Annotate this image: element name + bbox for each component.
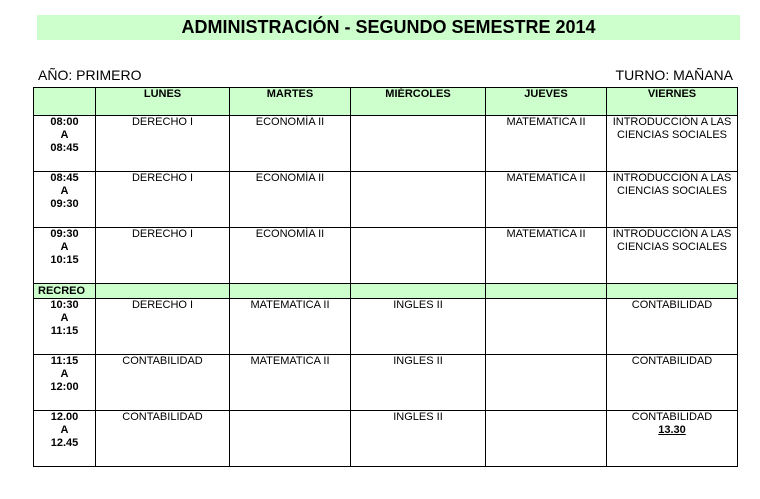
class-cell <box>230 228 351 284</box>
subject-name: INGLES II <box>393 299 443 311</box>
time-slot <box>34 228 96 284</box>
subject-name: MATEMATICA II <box>506 172 586 184</box>
class-cell <box>230 299 351 355</box>
subject-name: ECONOMÍA II <box>255 172 325 184</box>
time-part: 10:15 <box>50 254 79 266</box>
class-cell <box>486 172 607 228</box>
subject-name: CONTABILIDAD <box>122 355 203 367</box>
subject-name: MATEMATICA II <box>250 355 330 367</box>
time-part: A <box>60 185 69 197</box>
class-cell <box>351 355 486 411</box>
subject-name: INGLES II <box>393 355 443 367</box>
class-cell <box>96 299 230 355</box>
class-cell <box>96 116 230 172</box>
class-cell <box>230 411 351 467</box>
subject-name: MATEMATICA II <box>506 228 586 240</box>
subject-name: DERECHO I <box>131 172 194 184</box>
page-title: ADMINISTRACIÓN - SEGUNDO SEMESTRE 2014 <box>37 15 740 40</box>
subject-name: INTRODUCCIÓN A LAS CIENCIAS SOCIALES <box>612 228 732 253</box>
subject-name: DERECHO I <box>131 228 194 240</box>
class-cell <box>486 228 607 284</box>
class-cell <box>607 228 738 284</box>
schedule-table <box>33 87 738 467</box>
class-cell <box>351 172 486 228</box>
time-part: 12.45 <box>50 437 79 449</box>
recess-label: RECREO <box>34 284 96 299</box>
class-cell <box>230 172 351 228</box>
recess-cell <box>607 284 738 299</box>
class-cell <box>351 411 486 467</box>
schedule-row <box>34 299 738 355</box>
class-cell <box>96 355 230 411</box>
time-part: A <box>60 129 69 141</box>
class-cell <box>486 299 607 355</box>
schedule-row <box>34 116 738 172</box>
class-cell <box>486 116 607 172</box>
time-part: 12:00 <box>50 381 79 393</box>
day-header: VIERNES <box>607 88 738 116</box>
recess-cell <box>486 284 607 299</box>
subject-name: CONTABILIDAD <box>631 411 713 423</box>
time-part: 10:30 <box>50 299 79 311</box>
class-cell <box>607 411 738 467</box>
subject-name: INTRODUCCIÓN A LAS CIENCIAS SOCIALES <box>612 172 732 197</box>
class-cell <box>96 172 230 228</box>
class-cell <box>230 355 351 411</box>
time-part: 11:15 <box>50 325 79 337</box>
class-cell <box>486 411 607 467</box>
time-part: 12.00 <box>50 411 79 423</box>
subject-name: MATEMATICA II <box>506 116 586 128</box>
day-header: MIÉRCOLES <box>351 88 486 116</box>
subject-name: DERECHO I <box>131 116 194 128</box>
time-part: 09:30 <box>50 228 79 240</box>
header-row <box>34 88 738 116</box>
subject-name: MATEMATICA II <box>250 299 330 311</box>
class-cell <box>230 116 351 172</box>
day-header: LUNES <box>96 88 230 116</box>
class-cell <box>351 299 486 355</box>
recess-cell <box>96 284 230 299</box>
subject-name: CONTABILIDAD <box>631 355 713 367</box>
time-part: A <box>60 312 69 324</box>
time-slot <box>34 116 96 172</box>
header-corner <box>34 88 96 116</box>
recess-row <box>34 284 738 299</box>
year-label: AÑO: PRIMERO <box>38 67 142 83</box>
schedule-row <box>34 228 738 284</box>
day-header: JUEVES <box>486 88 607 116</box>
subject-name: INTRODUCCIÓN A LAS CIENCIAS SOCIALES <box>612 116 732 141</box>
time-part: A <box>60 368 69 380</box>
schedule-row <box>34 411 738 467</box>
time-part: A <box>60 424 69 436</box>
time-part: 08:45 <box>50 172 79 184</box>
subject-name: ECONOMÍA II <box>255 116 325 128</box>
class-cell <box>486 355 607 411</box>
schedule-row <box>34 355 738 411</box>
class-cell <box>351 116 486 172</box>
time-part: 08:00 <box>50 116 79 128</box>
subject-name: ECONOMÍA II <box>255 228 325 240</box>
class-cell <box>607 355 738 411</box>
time-part: 11:15 <box>50 355 79 367</box>
class-cell <box>96 411 230 467</box>
day-header: MARTES <box>230 88 351 116</box>
recess-cell <box>351 284 486 299</box>
time-slot <box>34 411 96 467</box>
shift-label: TURNO: MAÑANA <box>615 67 733 83</box>
time-part: 09:30 <box>50 198 79 210</box>
subject-name: CONTABILIDAD <box>122 411 203 423</box>
class-cell <box>607 299 738 355</box>
time-slot <box>34 299 96 355</box>
time-slot <box>34 172 96 228</box>
time-part: 08:45 <box>50 142 79 154</box>
class-cell <box>607 116 738 172</box>
recess-cell <box>230 284 351 299</box>
class-cell <box>96 228 230 284</box>
subject-name: INGLES II <box>393 411 443 423</box>
end-time-note: 13.30 <box>658 424 686 436</box>
time-part: A <box>60 241 69 253</box>
time-slot <box>34 355 96 411</box>
subject-name: CONTABILIDAD <box>631 299 713 311</box>
subject-name: DERECHO I <box>131 299 194 311</box>
schedule-row <box>34 172 738 228</box>
class-cell <box>351 228 486 284</box>
class-cell <box>607 172 738 228</box>
